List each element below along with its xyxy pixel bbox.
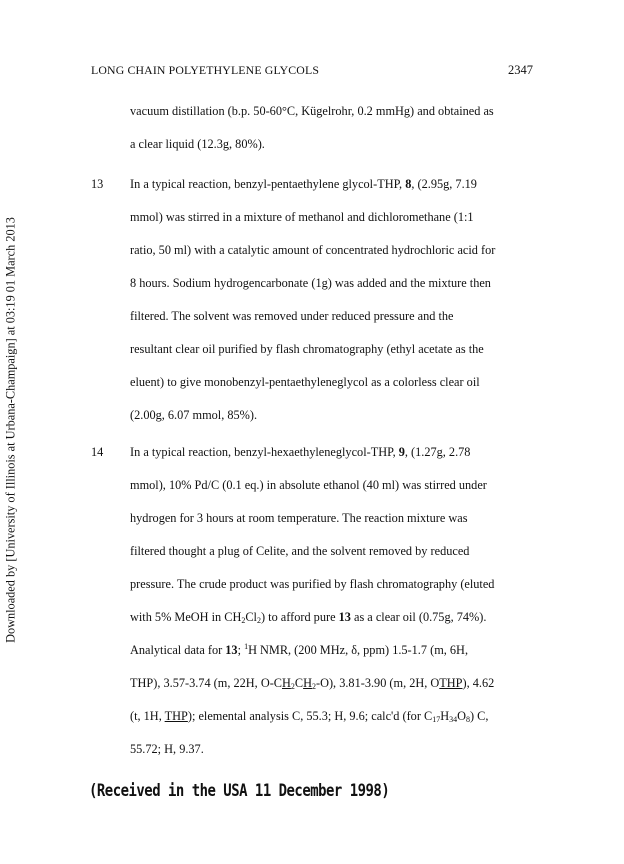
note-line: 55.72; H, 9.37.	[130, 742, 204, 756]
note-line: filtered thought a plug of Celite, and the solvent removed by reduced	[130, 544, 470, 558]
download-note: Downloaded by [University of Illinois at Urbana-Champaign] at 03:19 01 March 2013	[3, 217, 18, 643]
note-line: eluent) to give monobenzyl-pentaethyleneglycol as a colorless clear oil	[130, 375, 480, 389]
note-line: THP), 3.57-3.74 (m, 22H, $O-CH_2CH_2-O$), 3.81-3.90 (m, 2H, OTHP), 4.62	[130, 676, 495, 691]
note-line: Analytical data for 13; $^1$H NMR, (200 MHz, δ, ppm) 1.5-1.7 (m, 6H,	[130, 642, 469, 657]
note-line: 8 hours. Sodium hydrogencarbonate (1g) was added and the mixture then	[130, 276, 491, 290]
note-line: resultant clear oil purified by flash chromatography (ethyl acetate as the	[130, 342, 484, 356]
page-number: 2347	[508, 63, 533, 77]
note-number: 14	[91, 445, 104, 459]
note-line: In a typical reaction, benzyl-hexaethyleneglycol-THP, 9, (1.27g, 2.78	[130, 445, 471, 459]
note-line: ratio, 50 ml) with a catalytic amount of concentrated hydrochloric acid for	[130, 243, 496, 257]
note-line: mmol) was stirred in a mixture of methanol and dichloromethane (1:1	[130, 210, 474, 224]
note-line: with 5% MeOH in $CH_2Cl_2$) to afford pure 13 as a clear oil (0.75g, 74%).	[130, 610, 487, 625]
note-line: (2.00g, 6.07 mmol, 85%).	[130, 408, 258, 422]
note-line: hydrogen for 3 hours at room temperature. The reaction mixture was	[130, 511, 468, 525]
running-head-title: LONG CHAIN POLYETHYLENE GLYCOLS	[91, 63, 320, 77]
continuation-line: vacuum distillation (b.p. 50-60°C, Kügelrohr, 0.2 mmHg) and obtained as	[130, 104, 494, 118]
note-line: In a typical reaction, benzyl-pentaethylene glycol-THP, 8, (2.95g, 7.19	[130, 177, 477, 191]
continuation-line: a clear liquid (12.3g, 80%).	[130, 137, 265, 151]
note-line: pressure. The crude product was purified by flash chromatography (eluted	[130, 577, 495, 591]
note-line: (t, 1H, THP); elemental analysis C, 55.3; H, 9.6; calc'd (for $C_{17}H_{34}O_8$) C,	[130, 709, 489, 724]
note-line: filtered. The solvent was removed under reduced pressure and the	[130, 309, 454, 323]
note-number: 13	[91, 177, 104, 191]
note-line: mmol), 10% Pd/C (0.1 eq.) in absolute ethanol (40 ml) was stirred under	[130, 478, 487, 492]
received-date: (Received in the USA 11 December 1998)	[89, 781, 390, 801]
